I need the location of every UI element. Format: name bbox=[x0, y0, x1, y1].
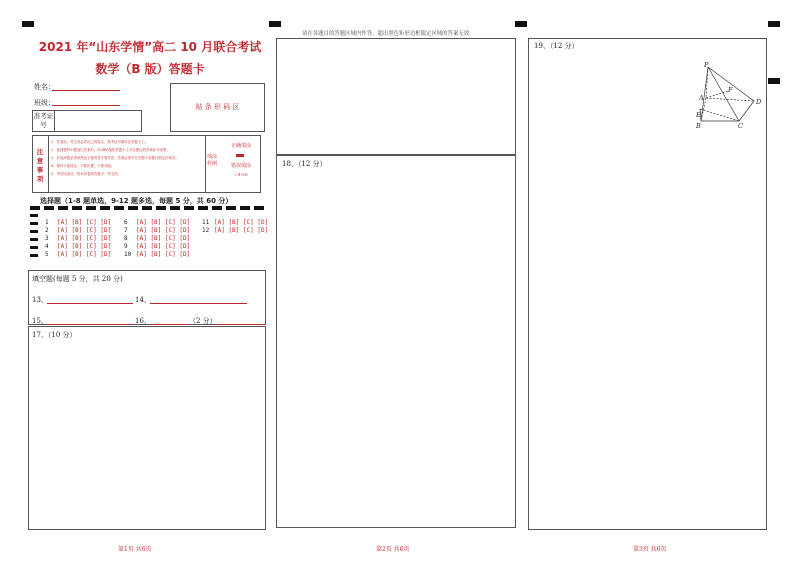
q13-label: 13、 bbox=[32, 296, 48, 304]
answer-area-notice: 请在各题目的答题区域内作答，超出黑色矩形边框限定区域的答案无效 bbox=[302, 31, 470, 37]
note-item: 3．非选择题必须用黑色字迹的签字笔作答，答案必须写在答题卡各题目指定区域内。 bbox=[51, 156, 179, 160]
figure-label-e: E bbox=[696, 111, 701, 119]
note-item: 5．考试结束后，将本试卷和答题卡一并交回。 bbox=[51, 172, 121, 176]
page2-footer: 第2页 共6页 bbox=[376, 546, 410, 553]
exam-number-label-line2: 号 bbox=[40, 121, 47, 129]
q13-answer[interactable] bbox=[47, 303, 133, 304]
barcode-area bbox=[170, 83, 265, 132]
exam-number-label-line1: 准考证 bbox=[33, 112, 54, 120]
wrong-fill-sample: ✓✗⊙⊖ bbox=[234, 172, 248, 177]
note-item: 4．保持卡面清洁，不要折叠，不要弄破。 bbox=[51, 164, 115, 168]
figure-label-c: C bbox=[738, 122, 743, 130]
fill-in-header: 填空题(每题 5 分，共 20 分) bbox=[32, 275, 123, 283]
name-field[interactable] bbox=[52, 90, 120, 91]
fill-example-label: 填涂样例 bbox=[207, 154, 218, 167]
q16-note: （2 分） bbox=[189, 317, 217, 325]
name-label: 姓名： bbox=[34, 83, 55, 91]
note-item: 1．答卷前，考生务必将自己的姓名、准考证号填写在答题卡上。 bbox=[51, 140, 149, 144]
mc-row[interactable]: 5 [A] [B] [C] [D] bbox=[45, 251, 112, 258]
q19-label: 19、（12 分） bbox=[534, 42, 579, 50]
mc-row[interactable]: 4 [A] [B] [C] [D] bbox=[45, 243, 112, 250]
notes-heading-char: 项 bbox=[36, 175, 44, 183]
q15-answer[interactable] bbox=[47, 324, 133, 325]
q17-box[interactable] bbox=[28, 326, 266, 530]
notes-box bbox=[32, 135, 261, 193]
mc-row[interactable]: 8 [A] [B] [C] [D] bbox=[124, 235, 191, 242]
figure-label-d: D bbox=[756, 98, 762, 106]
note-item: 2．选择题每小题选出答案后，用2B铅笔把答题卡上对应题目的答案标号涂黑。 bbox=[51, 148, 170, 152]
q14-answer[interactable] bbox=[150, 303, 247, 304]
notes-heading-char: 意 bbox=[36, 157, 44, 165]
q16-label: 16、 bbox=[135, 317, 151, 325]
notes-text bbox=[48, 136, 206, 192]
side-mark bbox=[768, 78, 780, 84]
figure-label-b: B bbox=[696, 122, 701, 130]
figure-label-p: P bbox=[704, 61, 709, 69]
mc-row[interactable]: 2 [A] [B] [C] [D] bbox=[45, 227, 112, 234]
wrong-fill-label: 错误填涂 bbox=[230, 163, 251, 169]
mc-block-3 bbox=[202, 219, 268, 235]
mc-block-2 bbox=[124, 219, 190, 259]
timing-marks bbox=[30, 206, 268, 210]
correct-fill-sample bbox=[236, 154, 244, 157]
q19-box[interactable] bbox=[528, 38, 767, 530]
q16-answer-2[interactable] bbox=[217, 324, 265, 325]
mc-row[interactable]: 11 [A] [B] [C] [D] bbox=[202, 219, 269, 226]
mc-row[interactable]: 10 [A] [B] [C] [D] bbox=[124, 251, 191, 258]
mc-row[interactable]: 12 [A] [B] [C] [D] bbox=[202, 227, 269, 234]
q15-label: 15、 bbox=[32, 317, 48, 325]
mc-row[interactable]: 3 [A] [B] [C] [D] bbox=[45, 235, 112, 242]
q16-answer[interactable] bbox=[150, 324, 188, 325]
mc-row[interactable]: 9 [A] [B] [C] [D] bbox=[124, 243, 191, 250]
notes-heading-char: 事 bbox=[36, 166, 44, 174]
page1-footer: 第1页 共6页 bbox=[118, 546, 152, 553]
fill-in-box bbox=[28, 270, 266, 325]
q17-label: 17、（10 分） bbox=[32, 331, 77, 339]
exam-subtitle: 数学（B 版）答题卡 bbox=[95, 62, 205, 76]
corner-mark bbox=[515, 21, 527, 27]
q17-continue-box[interactable] bbox=[276, 38, 516, 155]
notes-heading bbox=[34, 148, 46, 184]
corner-mark bbox=[22, 21, 34, 27]
correct-fill-label: 正确填涂 bbox=[230, 143, 251, 149]
q14-label: 14、 bbox=[135, 296, 151, 304]
page3-footer: 第3页 共6页 bbox=[633, 546, 667, 553]
pyramid-figure bbox=[692, 61, 766, 131]
barcode-label: 贴 条 形 码 区 bbox=[195, 103, 240, 111]
exam-title: 2021 年“山东学情”高二 10 月联合考试 bbox=[38, 40, 262, 54]
corner-mark bbox=[768, 21, 780, 27]
timing-marks-vertical bbox=[30, 214, 38, 260]
mc-row[interactable]: 1 [A] [B] [C] [D] bbox=[45, 219, 112, 226]
corner-mark bbox=[269, 21, 281, 27]
mc-block-1 bbox=[45, 219, 111, 259]
exam-number-label bbox=[33, 111, 55, 131]
q18-label: 18、（12 分） bbox=[282, 160, 327, 168]
figure-label-a: A bbox=[699, 94, 704, 102]
mc-header: 选择题（1-8 题单选，9-12 题多选，每题 5 分，共 60 分） bbox=[40, 197, 233, 205]
mc-row[interactable]: 6 [A] [B] [C] [D] bbox=[124, 219, 191, 226]
notes-heading-char: 注 bbox=[36, 148, 44, 156]
figure-label-f: F bbox=[728, 86, 733, 94]
class-label: 班级： bbox=[34, 99, 55, 107]
exam-number-box[interactable] bbox=[32, 110, 142, 132]
q18-box[interactable] bbox=[276, 155, 516, 528]
mc-row[interactable]: 7 [A] [B] [C] [D] bbox=[124, 227, 191, 234]
class-field[interactable] bbox=[52, 105, 120, 106]
